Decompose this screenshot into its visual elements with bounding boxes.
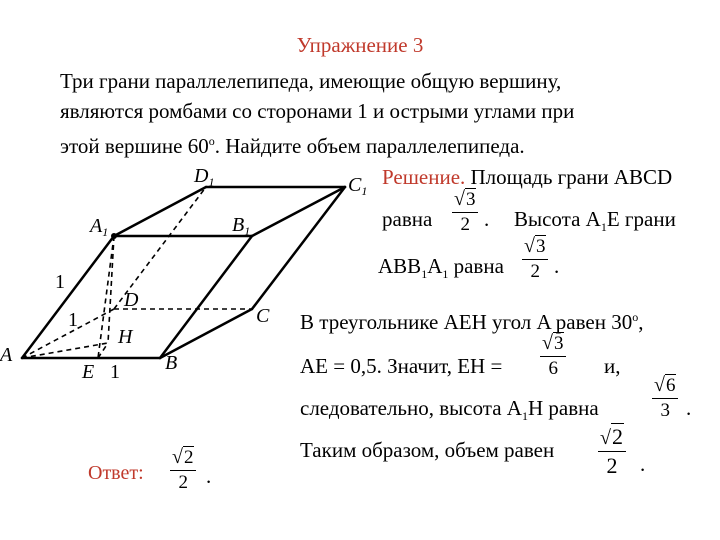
label-B1: $B_1$ [232,214,251,238]
edge-CC1 [252,187,345,309]
solution-dot-2: . [554,254,560,278]
problem-line-3-a: этой вершине 60 [60,134,209,158]
solution-label: Решение. [382,165,466,189]
fraction-sqrt6-over-3: √6 3 [652,374,678,422]
degree-mark: о [208,134,215,148]
answer-fraction: √2 2 [170,446,196,494]
label-H: H [118,326,133,348]
exercise-title: Упражнение 3 [296,33,424,57]
solution-line-2a: равна [382,207,433,231]
solution-line-5: AE = 0,5. Значит, EH = [300,354,503,378]
label-E: E [82,361,95,383]
solution-dot-4: . [640,452,646,476]
label-one-left: 1 [55,271,65,293]
vertex-A1-dot [111,233,117,239]
label-C: C [256,305,270,327]
solution-dot-1: . [484,207,490,231]
solution-line-1 [382,165,672,190]
answer-label: Ответ: [88,462,144,484]
label-A: A [0,344,13,366]
label-one-mid: 1 [68,309,78,331]
label-C1: $C_1$ [348,174,368,198]
label-B: B [165,352,178,374]
label-A1: $A_1$ [90,215,109,239]
label-D1: $D_1$ [194,165,215,189]
height-A1H [108,236,114,343]
edge-B1C1 [252,187,345,236]
fraction-sqrt3-over-2-a: √3 2 [452,188,478,236]
problem-line-1: Три грани параллелепипеда, имеющие общую вершину, [60,69,562,93]
answer-dot: . [206,464,212,488]
solution-line-5b: и, [604,354,621,378]
fraction-sqrt2-over-2-result: √2 2 [598,424,626,479]
fraction-sqrt3-over-2-b: √3 2 [522,235,548,283]
problem-line-3-b: . Найдите объем параллелепипеда. [214,134,525,158]
label-one-bottom: 1 [110,361,120,383]
solution-line-3: $ABB_1A_1$ равна [378,254,504,282]
edge-BC [160,309,252,358]
problem-line-2: являются ромбами со сторонами 1 и острыми углами при [60,99,575,123]
solution-line-6: следовательно, высота $A_1H$ равна [300,396,599,424]
fraction-sqrt3-over-6: √3 6 [540,332,566,380]
solution-dot-3: . [686,396,692,420]
solution-line-2b: Высота $A_1E$ грани [514,207,676,235]
solution-line-4: В треугольнике AEH угол A равен $30^о$, [300,310,644,334]
edge-A1D1 [114,187,206,236]
solution-text-1: Площадь грани ABCD [470,165,673,189]
edge-AA1 [22,236,114,358]
solution-line-7: Таким образом, объем равен [300,438,555,462]
label-D: D [124,289,139,311]
segment-AH [22,343,108,358]
edge-BB1 [160,236,252,358]
